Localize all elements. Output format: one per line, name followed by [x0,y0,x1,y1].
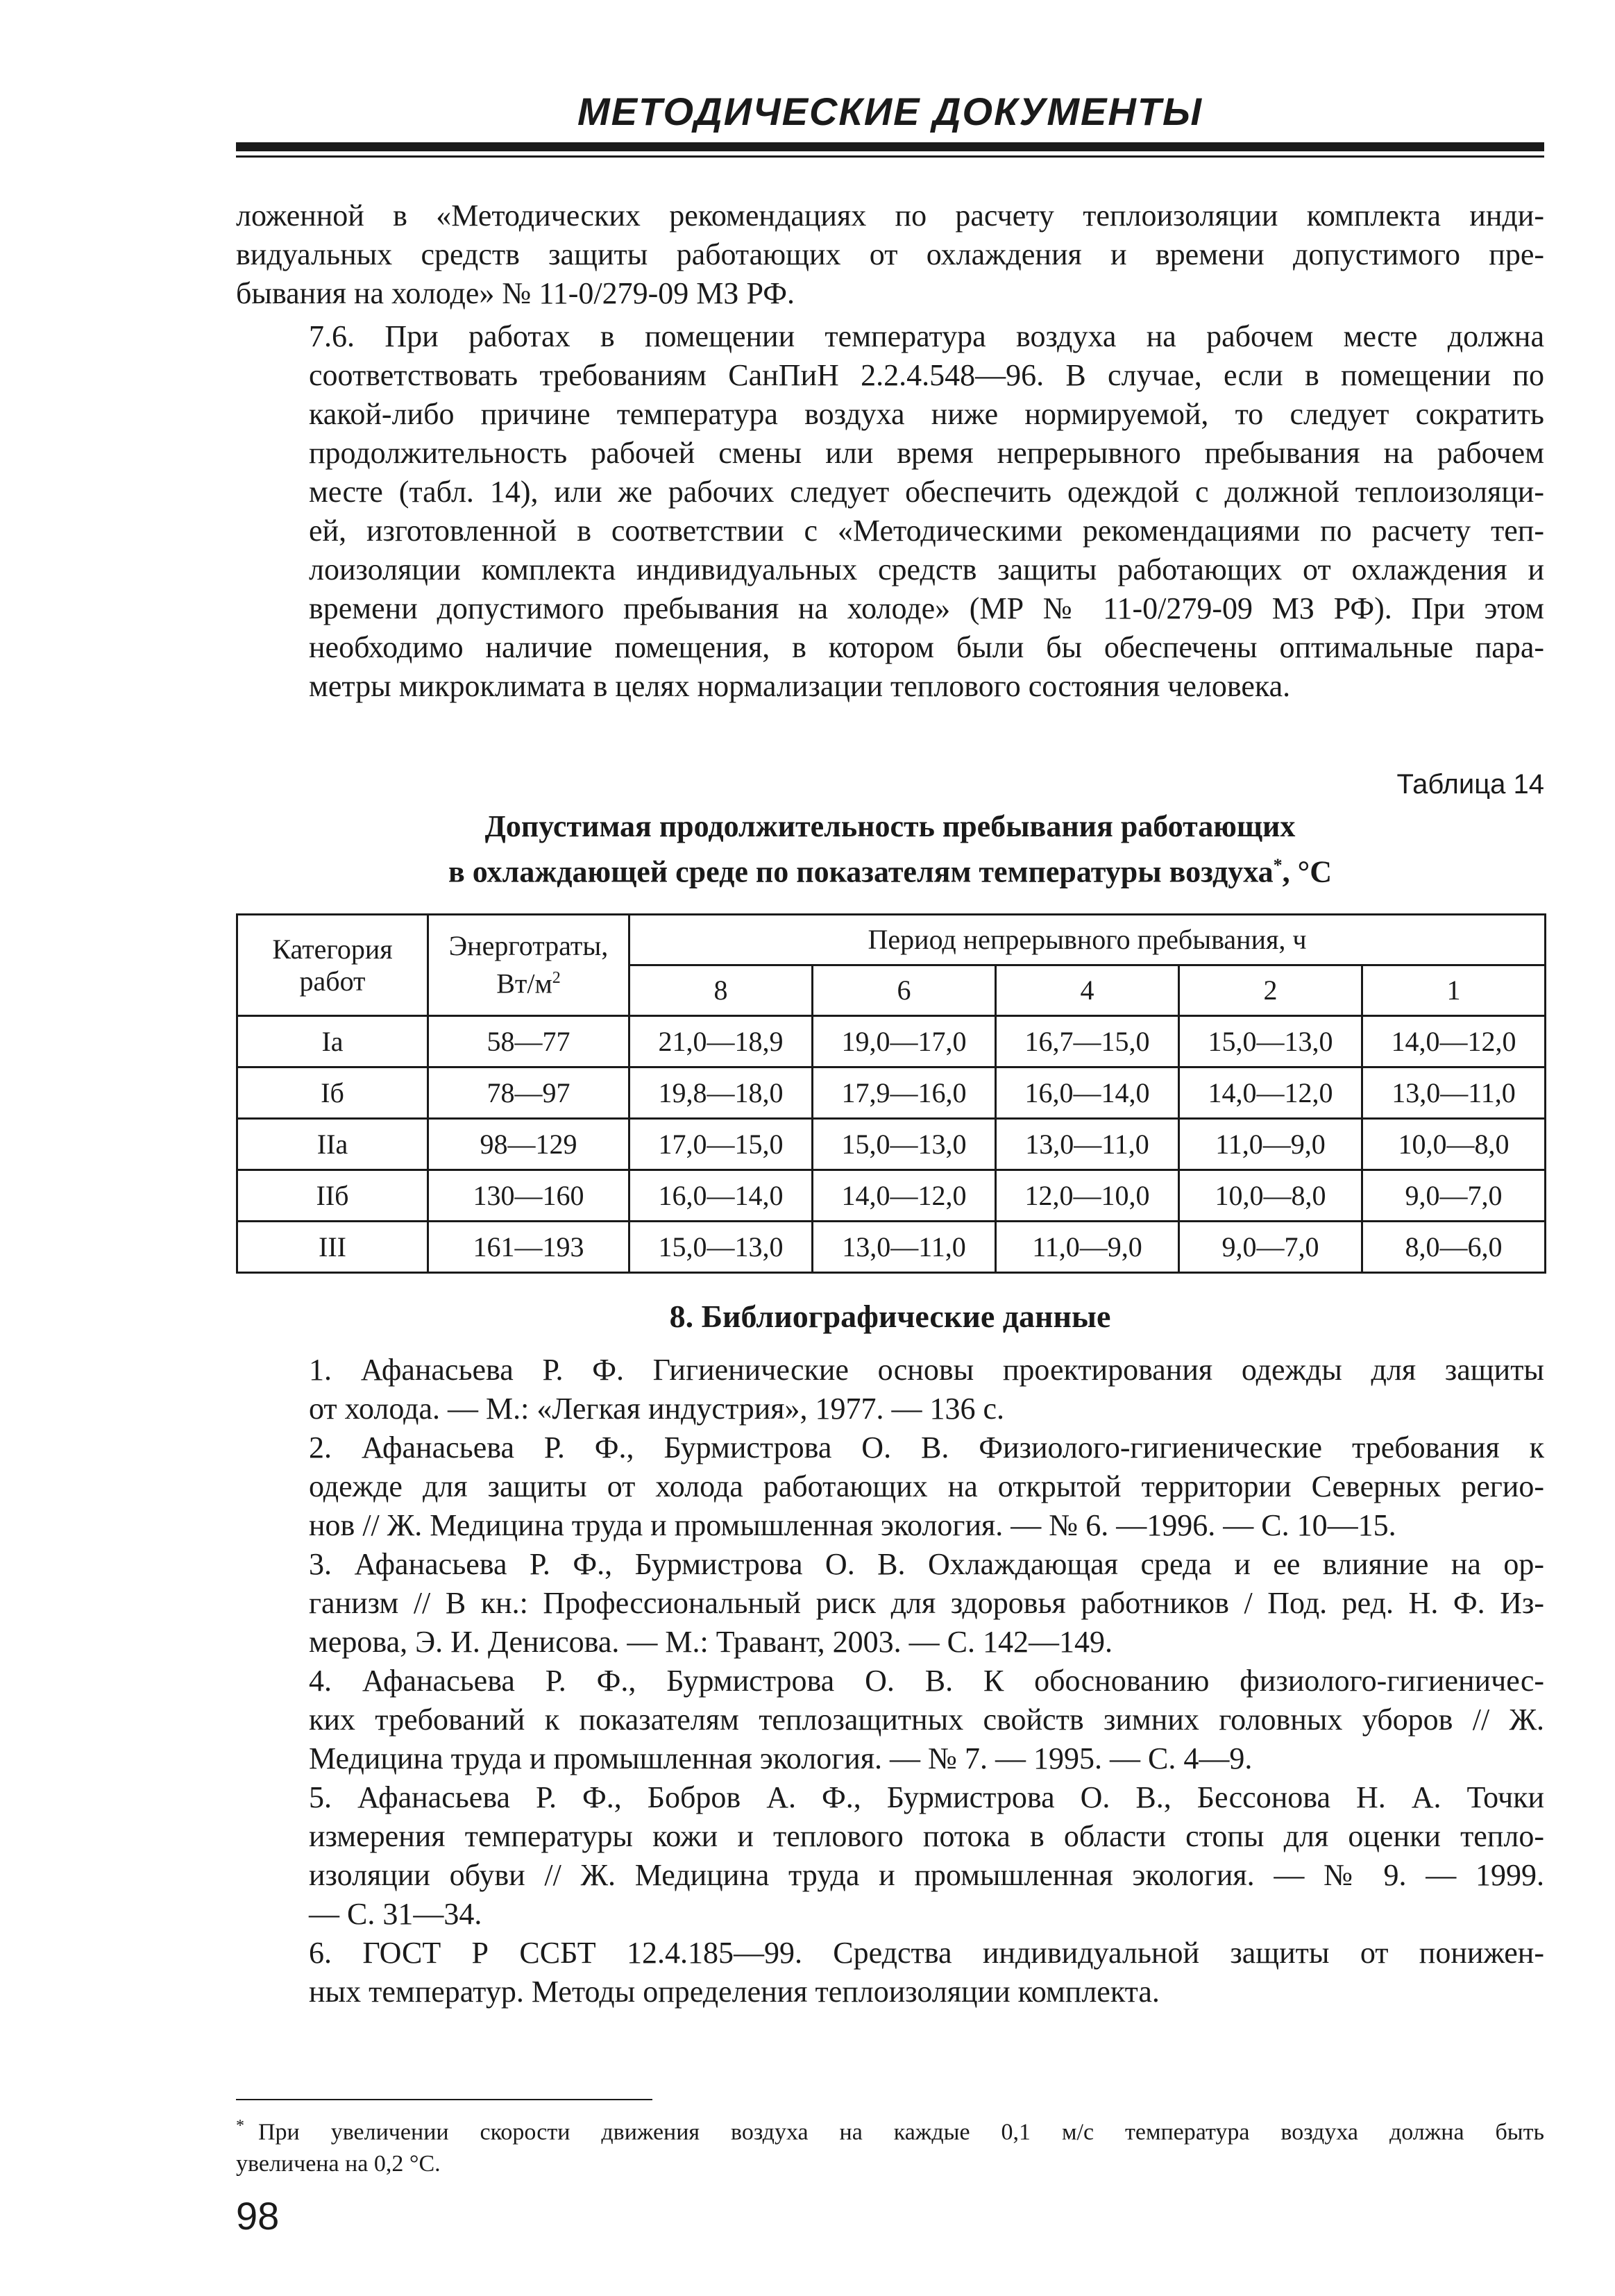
text-line: ных температур. Методы определения теплоизоляции комплекта. [309,1975,1160,2009]
energy-cell: 161—193 [428,1222,629,1273]
text-line: лоизоляции комплекта индивидуальных средств защиты работающих от охлаждения и [309,552,1544,586]
footnote-line: * При увеличении скорости движения воздуха на каждые 0,1 м/с температура воздуха должна быть [236,2117,1544,2145]
footnote [236,2110,1544,2180]
temperature-cell: 11,0—9,0 [996,1222,1179,1273]
cold-exposure-table [236,913,1546,1274]
header-energy: Энерготраты, $Вт/м^2$ [428,915,629,1016]
temperature-cell: 15,0—13,0 [1179,1016,1362,1067]
text-line: необходимо наличие помещения, в котором были бы обеспечены оптимальные пара- [309,630,1544,664]
bibliography-list [236,1351,1544,2011]
temperature-cell: 17,9—16,0 [813,1067,996,1119]
temperature-cell: 9,0—7,0 [1179,1222,1362,1273]
period-header-cell: 4 [996,965,1179,1016]
temperature-cell: 13,0—11,0 [996,1119,1179,1170]
temperature-cell: 14,0—12,0 [1362,1016,1546,1067]
category-cell: IIб [237,1170,428,1222]
temperature-cell: 19,0—17,0 [813,1016,996,1067]
bibliography-entry [236,1934,1544,2011]
text-line: соответствовать требованиям СанПиН 2.2.4.548—96. В случае, если в помещении по [309,358,1544,392]
footnote-mark: * [1273,855,1283,875]
text-line: ей, изготовленной в соответствии с «Методическими рекомендациями по расчету теп- [309,514,1544,548]
text-line: ких требований к показателям теплозащитных свойств зимних головных уборов // Ж. [309,1703,1544,1737]
text-line: ганизм // В кн.: Профессиональный риск для здоровья работников / Под. ред. Н. Ф. Из- [309,1586,1544,1620]
text-line: какой-либо причине температура воздуха ниже нормируемой, то следует сократить [309,397,1544,431]
intro-paragraph [236,196,1544,313]
bibliography-entry [236,1428,1544,1545]
temperature-cell: 21,0—18,9 [629,1016,813,1067]
text-line: от холода. — М.: «Легкая индустрия», 1977. — 136 с. [309,1392,1005,1426]
text-line: 4. Афанасьева Р. Ф., Бурмистрова О. В. К обоснованию физиолого-гигиеничес- [309,1664,1544,1698]
text-line: 5. Афанасьева Р. Ф., Бобров А. Ф., Бурмистрова О. В., Бессонова Н. А. Точки [309,1780,1544,1814]
table-title-line2: в охлаждающей среде по показателям температуры воздуха*, °С [448,854,1333,889]
table-row [237,1016,1546,1067]
paragraph-7-6 [236,317,1544,706]
header-rule-thin [236,155,1544,158]
temperature-cell: 8,0—6,0 [1362,1222,1546,1273]
temperature-cell: 19,8—18,0 [629,1067,813,1119]
period-header-cell: 8 [629,965,813,1016]
table-body [237,1016,1546,1273]
text-line: времени допустимого пребывания на холоде» (МР № 11-0/279-09 МЗ РФ). При этом [309,591,1544,625]
temperature-cell: 13,0—11,0 [1362,1067,1546,1119]
temperature-cell: 16,0—14,0 [629,1170,813,1222]
energy-cell: 78—97 [428,1067,629,1119]
text-line: Медицина труда и промышленная экология. — № 7. — 1995. — С. 4—9. [309,1741,1253,1775]
text-line: — С. 31—34. [309,1897,482,1931]
header-rule-thick [236,142,1544,151]
text-line: 3. Афанасьева Р. Ф., Бурмистрова О. В. Охлаждающая среда и ее влияние на ор- [309,1547,1544,1581]
period-header-cell: 6 [813,965,996,1016]
text-line: ложенной в «Методических рекомендациях по расчету теплоизоляции комплекта инди- [236,199,1544,233]
text-line: 2. Афанасьева Р. Ф., Бурмистрова О. В. Физиолого-гигиенические требования к [309,1430,1544,1464]
temperature-cell: 9,0—7,0 [1362,1170,1546,1222]
temperature-cell: 15,0—13,0 [629,1222,813,1273]
temperature-cell: 16,0—14,0 [996,1067,1179,1119]
text-line: изоляции обуви // Ж. Медицина труда и промышленная экология. — № 9. — 1999. [309,1858,1544,1892]
table-row [237,1119,1546,1170]
page-number: 98 [236,2194,280,2238]
period-header-cell: 1 [1362,965,1546,1016]
bibliography-title: 8. Библиографические данные [669,1299,1111,1334]
text-line: 6. ГОСТ Р ССБТ 12.4.185—99. Средства индивидуальной защиты от понижен- [309,1936,1544,1970]
text-line: метры микроклимата в целях нормализации теплового состояния человека. [309,669,1291,703]
bibliography-entry [236,1662,1544,1778]
footnote-rule [236,2099,652,2100]
text-line: 7.6. При работах в помещении температура воздуха на рабочем месте должна [309,319,1544,353]
header-period: Период непрерывного пребывания, ч [629,915,1546,965]
text-line: одежде для защиты от холода работающих на открытой территории Северных регио- [309,1469,1544,1503]
header-category: Категория работ [237,915,428,1016]
category-cell: Iа [237,1016,428,1067]
temperature-cell: 14,0—12,0 [813,1170,996,1222]
text-line: нов // Ж. Медицина труда и промышленная экология. — № 6. —1996. — С. 10—15. [309,1508,1396,1542]
running-head: МЕТОДИЧЕСКИЕ ДОКУМЕНТЫ [577,90,1203,133]
temperature-cell: 12,0—10,0 [996,1170,1179,1222]
text-line: продолжительность рабочей смены или время непрерывного пребывания на рабочем [309,436,1544,470]
period-header-cell: 2 [1179,965,1362,1016]
category-cell: IIа [237,1119,428,1170]
table-row [237,1170,1546,1222]
category-cell: III [237,1222,428,1273]
energy-cell: 130—160 [428,1170,629,1222]
temperature-cell: 13,0—11,0 [813,1222,996,1273]
text-line: видуальных средств защиты работающих от охлаждения и времени допустимого пре- [236,237,1544,271]
text-line: бывания на холоде» № 11-0/279-09 МЗ РФ. [236,276,795,310]
temperature-cell: 16,7—15,0 [996,1016,1179,1067]
text-line: мерова, Э. И. Денисова. — М.: Травант, 2003. — С. 142—149. [309,1625,1113,1659]
intro-text [236,196,1544,313]
category-cell: Iб [237,1067,428,1119]
temperature-cell: 17,0—15,0 [629,1119,813,1170]
table-row [237,1067,1546,1119]
bibliography-entry [236,1545,1544,1662]
table-row [237,1222,1546,1273]
text-line: месте (табл. 14), или же рабочих следует обеспечить одеждой с должной теплоизоляци- [309,475,1544,509]
bibliography-entry [236,1778,1544,1934]
energy-cell: 58—77 [428,1016,629,1067]
temperature-cell: 10,0—8,0 [1179,1170,1362,1222]
paragraph-7-6-text [236,317,1544,706]
table-title [236,807,1544,892]
bibliography-entry [236,1351,1544,1428]
table-title-line1: Допустимая продолжительность пребывания работающих [484,809,1296,843]
temperature-cell: 14,0—12,0 [1179,1067,1362,1119]
text-line: измерения температуры кожи и теплового потока в области стопы для оценки тепло- [309,1819,1544,1853]
energy-cell: 98—129 [428,1119,629,1170]
temperature-cell: 15,0—13,0 [813,1119,996,1170]
temperature-cell: 11,0—9,0 [1179,1119,1362,1170]
table-label: Таблица 14 [1396,769,1544,800]
temperature-cell: 10,0—8,0 [1362,1119,1546,1170]
text-line: 1. Афанасьева Р. Ф. Гигиенические основы проектирования одежды для защиты [309,1353,1544,1387]
footnote-line: увеличена на 0,2 °С. [236,2151,441,2177]
document-page [236,0,1544,2296]
